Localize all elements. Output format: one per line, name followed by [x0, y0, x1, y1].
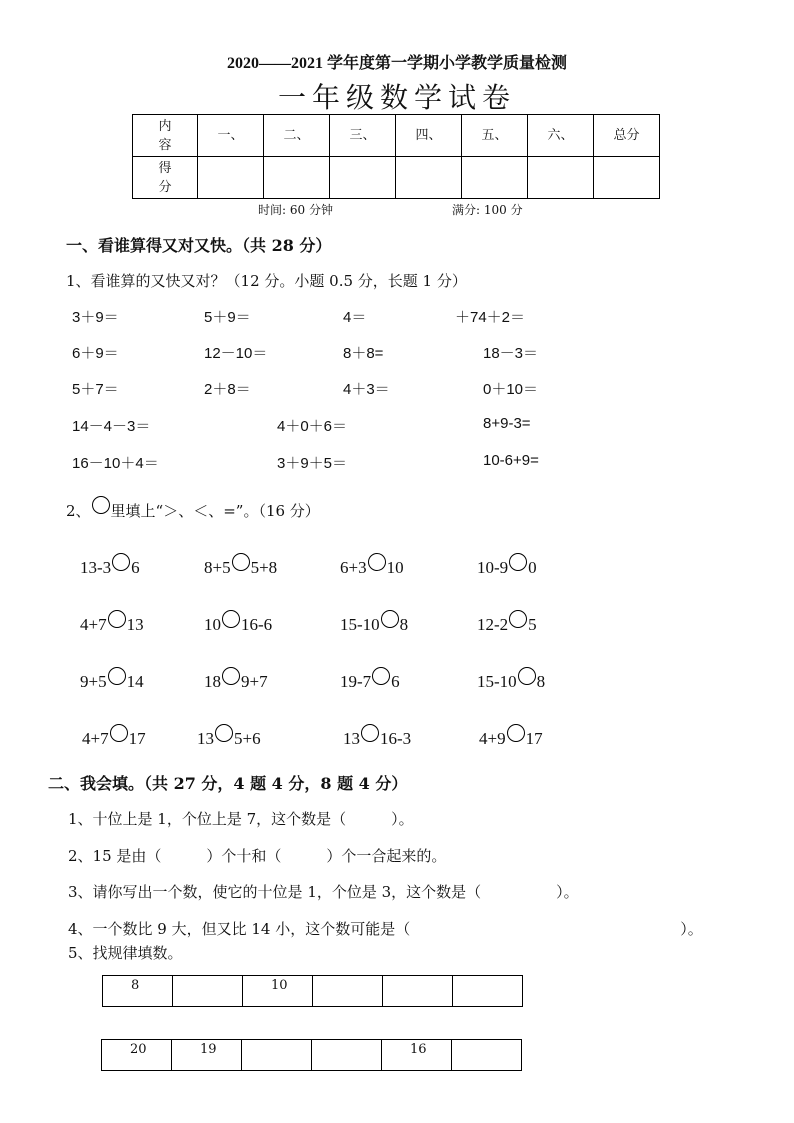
- score-table-row-label: [133, 157, 198, 199]
- compare-right: 13: [126, 615, 144, 634]
- calc-item: 2＋8＝: [204, 381, 251, 398]
- section2-q2: 2、15 是由（ ）个十和（ ）个一合起来的。: [68, 847, 447, 865]
- score-col-header: 六、: [528, 115, 594, 157]
- calc-item: 16－10＋4＝: [72, 455, 159, 472]
- score-cell[interactable]: [462, 157, 528, 199]
- sequence-cell[interactable]: [173, 976, 243, 1007]
- score-col-header: 一、: [198, 115, 264, 157]
- compare-left: 4+7: [80, 615, 107, 634]
- score-cell[interactable]: [264, 157, 330, 199]
- compare-left: 19-7: [340, 672, 372, 691]
- label-char: 内: [158, 118, 172, 134]
- compare-item: [477, 667, 545, 692]
- compare-item: [80, 610, 144, 635]
- compare-right: 6: [131, 558, 140, 577]
- compare-circle-icon[interactable]: [222, 667, 240, 685]
- section2-q3: 3、请你写出一个数，使它的十位是 1，个位是 3，这个数是（ ）。: [68, 883, 579, 901]
- sequence-table-1: [102, 975, 523, 1007]
- compare-left: 4+7: [82, 729, 109, 748]
- sequence-cell: 20: [102, 1040, 172, 1071]
- exam-subtitle: 2020——2021 学年度第一学期小学教学质量检测: [226, 55, 567, 72]
- calc-item: 12－10＝: [204, 345, 268, 362]
- section1-title: 一、看谁算得又对又快。（共 28 分）: [66, 236, 332, 255]
- calc-item: 10-6+9=: [483, 452, 539, 469]
- score-col-header: 四、: [396, 115, 462, 157]
- calc-item: 6＋9＝: [72, 345, 119, 362]
- label-char: 分: [158, 179, 172, 195]
- sequence-cell: 16: [382, 1040, 452, 1071]
- compare-left: 12-2: [477, 615, 509, 634]
- score-cell[interactable]: [198, 157, 264, 199]
- compare-item: [340, 610, 408, 635]
- section2-title: 二、我会填。（共 27 分，4 题 4 分，8 题 4 分）: [48, 774, 408, 793]
- calc-item: 4＋3＝: [343, 381, 390, 398]
- compare-right: 8: [399, 615, 409, 634]
- compare-right: 16-3: [380, 729, 412, 748]
- label-char: 容: [158, 137, 172, 153]
- compare-circle-icon[interactable]: [232, 553, 250, 571]
- compare-left: 10: [204, 615, 221, 634]
- compare-right: 5+6: [234, 729, 261, 748]
- compare-circle-icon[interactable]: [112, 553, 130, 571]
- compare-item: [340, 667, 400, 692]
- section1-q2-title: [66, 496, 320, 521]
- sequence-cell: 10: [243, 976, 313, 1007]
- sequence-cell[interactable]: [453, 976, 523, 1007]
- score-table-row-label: [133, 115, 198, 157]
- compare-right: 0: [528, 558, 537, 577]
- compare-item: [479, 724, 543, 749]
- compare-circle-icon[interactable]: [372, 667, 390, 685]
- compare-item: [343, 724, 411, 749]
- compare-right: 14: [126, 672, 144, 691]
- score-cell[interactable]: [330, 157, 396, 199]
- compare-item: [197, 724, 261, 749]
- compare-item: [80, 553, 140, 578]
- exam-title: 一年级数学试卷: [277, 81, 516, 114]
- compare-right: 16-6: [241, 615, 273, 634]
- section2-q1: 1、十位上是 1，个位上是 7，这个数是（ ）。: [68, 810, 414, 828]
- calc-item: 14－4－3＝: [72, 418, 151, 435]
- score-col-header: 三、: [330, 115, 396, 157]
- compare-item: [204, 610, 272, 635]
- compare-right: 5+8: [250, 558, 278, 577]
- compare-circle-icon[interactable]: [361, 724, 379, 742]
- compare-left: 15-10: [340, 615, 380, 634]
- compare-left: 18: [204, 672, 221, 691]
- compare-item: [204, 667, 268, 692]
- score-table-header-row: [133, 115, 660, 157]
- q2-suffix: 里填上“＞、＜、=”。（16 分）: [110, 502, 320, 520]
- calc-item: 5＋7＝: [72, 381, 119, 398]
- score-cell[interactable]: [594, 157, 660, 199]
- calc-item: 3＋9＝: [72, 309, 119, 326]
- score-col-header: 二、: [264, 115, 330, 157]
- compare-right: 6: [391, 672, 400, 691]
- label-char: 得: [158, 160, 172, 176]
- calc-item: 3＋9＋5＝: [277, 455, 348, 472]
- sequence-cell[interactable]: [383, 976, 453, 1007]
- exam-full-score: 满分: 100 分: [452, 203, 523, 217]
- section1-q1-title: 1、看谁算的又快又对？（12 分。小题 0.5 分，长题 1 分）: [66, 272, 467, 290]
- compare-circle-icon[interactable]: [518, 667, 536, 685]
- compare-item: [477, 553, 537, 578]
- compare-left: 10-9: [477, 558, 509, 577]
- compare-circle-icon[interactable]: [222, 610, 240, 628]
- compare-left: 15-10: [477, 672, 517, 691]
- compare-circle-icon[interactable]: [110, 724, 128, 742]
- sequence-table-2: [101, 1039, 522, 1071]
- compare-right: 5: [528, 615, 537, 634]
- section2-q5: 5、找规律填数。: [68, 944, 183, 962]
- calc-item: 8＋8=: [343, 345, 384, 362]
- calc-item: 4＝: [343, 309, 367, 326]
- compare-left: 13-3: [80, 558, 112, 577]
- compare-left: 6+3: [340, 558, 367, 577]
- compare-right: 17: [128, 729, 146, 748]
- compare-item: [204, 553, 277, 578]
- compare-right: 10: [386, 558, 404, 577]
- compare-circle-icon[interactable]: [381, 610, 399, 628]
- calc-item: 18－3＝: [483, 345, 539, 362]
- compare-circle-icon[interactable]: [108, 667, 126, 685]
- q2-prefix: 2、: [66, 502, 91, 520]
- score-cell[interactable]: [528, 157, 594, 199]
- calc-item: ＋74＋2＝: [455, 309, 526, 326]
- compare-right: 8: [536, 672, 546, 691]
- exam-time: 时间: 60 分钟: [258, 203, 333, 217]
- section2-q4: 4、一个数比 9 大，但又比 14 小，这个数可能是（ ）。: [68, 920, 703, 938]
- calc-item: 0＋10＝: [483, 381, 539, 398]
- sequence-cell[interactable]: [312, 1040, 382, 1071]
- score-col-header: 五、: [462, 115, 528, 157]
- compare-circle-icon[interactable]: [507, 724, 525, 742]
- calc-item: 4＋0＋6＝: [277, 418, 348, 435]
- score-col-header: 总分: [594, 115, 660, 157]
- compare-right: 9+7: [241, 672, 268, 691]
- compare-item: [82, 724, 146, 749]
- compare-item: [340, 553, 404, 578]
- compare-left: 13: [197, 729, 214, 748]
- compare-circle-icon[interactable]: [368, 553, 386, 571]
- sequence-cell: 19: [172, 1040, 242, 1071]
- circle-icon: [92, 496, 110, 514]
- sequence-cell[interactable]: [313, 976, 383, 1007]
- compare-left: 8+5: [204, 558, 231, 577]
- compare-item: [80, 667, 144, 692]
- sequence-cell: 8: [103, 976, 173, 1007]
- calc-item: 8+9-3=: [483, 415, 531, 432]
- compare-left: 4+9: [479, 729, 506, 748]
- compare-circle-icon[interactable]: [215, 724, 233, 742]
- sequence-cell[interactable]: [452, 1040, 522, 1071]
- compare-circle-icon[interactable]: [108, 610, 126, 628]
- sequence-cell[interactable]: [242, 1040, 312, 1071]
- calc-item: 5＋9＝: [204, 309, 251, 326]
- score-cell[interactable]: [396, 157, 462, 199]
- compare-item: [477, 610, 537, 635]
- compare-right: 17: [525, 729, 543, 748]
- compare-left: 9+5: [80, 672, 107, 691]
- score-table-score-row: [133, 157, 660, 199]
- compare-left: 13: [343, 729, 360, 748]
- score-table: [132, 114, 660, 199]
- compare-circle-icon[interactable]: [509, 610, 527, 628]
- compare-circle-icon[interactable]: [509, 553, 527, 571]
